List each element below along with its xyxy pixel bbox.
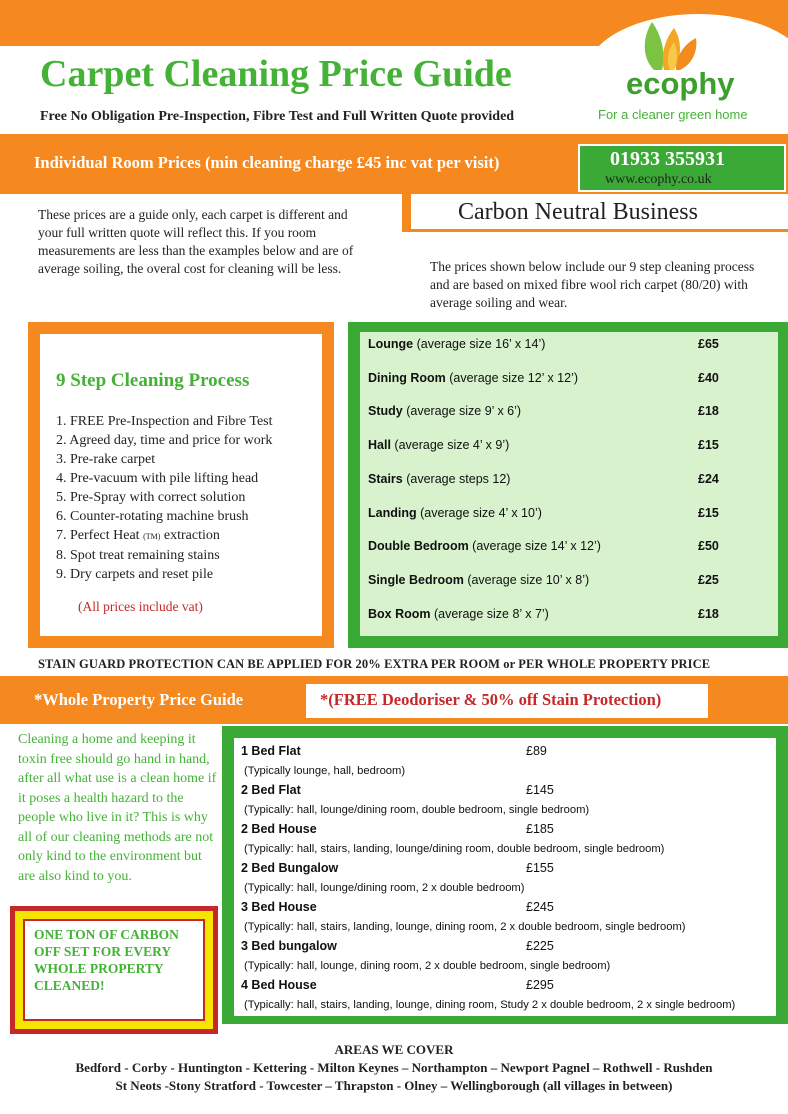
offer-text: *(FREE Deodoriser & 50% off Stain Protection) [320, 690, 662, 709]
room-price-row [368, 506, 728, 526]
property-price: £145 [526, 783, 554, 797]
room-price: £65 [698, 337, 719, 351]
stain-guard-note: STAIN GUARD PROTECTION CAN BE APPLIED FOR 20% EXTRA PER ROOM or PER WHOLE PROPERTY PRICE [38, 657, 711, 671]
process-title: 9 Step Cleaning Process [56, 370, 250, 391]
property-price-table [234, 738, 776, 1016]
property-type: 3 Bed House [241, 900, 317, 914]
room-price: £18 [698, 606, 719, 621]
room-name: Lounge [368, 337, 414, 351]
room-size: (average size 14’ x 12’) [468, 539, 601, 554]
room-size: (average size 8’ x 7’) [430, 606, 549, 621]
room-price-row [368, 404, 728, 424]
property-type: 3 Bed bungalow [241, 939, 337, 953]
room-price-row [368, 472, 728, 492]
room-price: £40 [698, 370, 719, 385]
room-price-row [368, 371, 728, 391]
property-price: £89 [526, 744, 547, 758]
website-link[interactable]: www.ecophy.co.uk [605, 172, 712, 187]
trademark-mark: (TM) [143, 532, 161, 541]
vat-note: (All prices include vat) [78, 599, 203, 614]
property-type: 2 Bed House [241, 822, 317, 836]
room-name: Hall [368, 438, 391, 453]
process-step: 1. FREE Pre-Inspection and Fibre Test [56, 414, 273, 429]
process-step: 3. Pre-rake carpet [56, 452, 156, 467]
room-price: £24 [698, 471, 719, 486]
phone-number[interactable]: 01933 355931 [610, 148, 725, 170]
eco-paragraph: Cleaning a home and keeping it toxin free should go hand in hand, after all what use is a clean home if it poses a health hazard to the people who live in it? This is why all of our cleaning methods are not only kind to the environment but are also kind to you. [18, 732, 217, 884]
property-price: £185 [526, 822, 554, 836]
room-size: (average size 16’ x 14’) [413, 337, 546, 351]
room-name: Stairs [368, 471, 403, 486]
property-description: (Typically: hall, stairs, landing, lounge/dining room, double bedroom, single bedroom) [244, 843, 665, 855]
process-step: 4. Pre-vacuum with pile lifting head [56, 471, 259, 486]
areas-list-line: St Neots -Stony Stratford - Towcester – Thrapston - Olney – Wellingborough (all villages in between) [115, 1078, 673, 1093]
process-step-label: 7. Perfect Heat [56, 528, 140, 543]
room-name: Study [368, 404, 403, 419]
room-price-row [368, 573, 728, 593]
property-type: 4 Bed House [241, 978, 317, 992]
room-name: Landing [368, 505, 417, 520]
process-step: 2. Agreed day, time and price for work [56, 433, 273, 448]
room-price: £15 [698, 505, 719, 520]
property-price: £295 [526, 978, 554, 992]
carbon-neutral-heading: Carbon Neutral Business [458, 199, 698, 225]
room-name: Dining Room [368, 370, 446, 385]
process-step: 6. Counter-rotating machine brush [56, 509, 249, 524]
leaf-logo-icon [640, 20, 700, 72]
room-size: (average size 4’ x 9’) [390, 438, 510, 453]
room-size: (average size 12’ x 12’) [445, 370, 579, 385]
property-description: (Typically: hall, stairs, landing, lounge, dining room, 2 x double bedroom, single bedroom) [244, 921, 686, 933]
property-price: £225 [526, 939, 554, 953]
intro-guide-text: These prices are a guide only, each carpet is different and your full written quote will reflect this. If you room measurements are less than the examples below and are of average soiling, the overal cost for cleaning will be less. [38, 207, 354, 276]
page-subtitle: Free No Obligation Pre-Inspection, Fibre Test and Full Written Quote provided [40, 109, 515, 124]
room-name: Box Room [368, 606, 431, 621]
room-name: Single Bedroom [368, 572, 464, 587]
room-size: (average size 9’ x 6’) [402, 404, 522, 419]
whole-property-heading: *Whole Property Price Guide [34, 690, 244, 709]
process-step: 8. Spot treat remaining stains [56, 548, 220, 563]
room-size: (average steps 12) [402, 471, 511, 486]
room-price: £50 [698, 539, 719, 554]
process-steps-list [56, 412, 273, 584]
room-price: £15 [698, 438, 719, 453]
property-description: (Typically: hall, lounge/dining room, 2 x double bedroom) [244, 882, 525, 894]
room-price-row [368, 438, 728, 458]
room-size: (average size 4’ x 10’) [416, 505, 542, 520]
room-size: (average size 10’ x 8’) [463, 572, 590, 587]
property-type: 2 Bed Bungalow [241, 861, 339, 875]
room-price: £18 [698, 404, 719, 419]
carbon-offset-text: ONE TON OF CARBON OFF SET FOR EVERY WHOLE PROPERTY CLEANED! [34, 927, 179, 993]
property-description: (Typically: hall, lounge, dining room, 2 x double bedroom, single bedroom) [244, 960, 611, 972]
property-description: (Typically: hall, stairs, landing, lounge, dining room, Study 2 x double bedroom, 2 x single bedroom) [244, 999, 736, 1011]
property-type: 1 Bed Flat [241, 744, 301, 758]
room-prices-heading: Individual Room Prices (min cleaning charge £45 inc vat per visit) [34, 153, 500, 172]
property-description: (Typically lounge, hall, bedroom) [244, 765, 406, 777]
process-step: 5. Pre-Spray with correct solution [56, 490, 246, 505]
room-price-row [368, 337, 728, 357]
page-title: Carpet Cleaning Price Guide [40, 53, 512, 95]
areas-title: AREAS WE COVER [334, 1042, 454, 1057]
logo-tagline: For a cleaner green home [598, 107, 748, 122]
property-type: 2 Bed Flat [241, 783, 301, 797]
logo-text: ecophy [626, 66, 735, 101]
process-step: 9. Dry carpets and reset pile [56, 567, 214, 582]
room-price-row [368, 539, 728, 559]
property-price: £245 [526, 900, 554, 914]
room-price-row [368, 607, 728, 627]
areas-list-line: Bedford - Corby - Huntington - Kettering - Milton Keynes – Northampton – Newport Pagnel – Rothwell - Rushden [75, 1060, 713, 1075]
property-description: (Typically: hall, lounge/dining room, double bedroom, single bedroom) [244, 804, 590, 816]
room-name: Double Bedroom [368, 539, 469, 554]
intro-price-basis-text: The prices shown below include our 9 step cleaning process and are based on mixed fibre wool rich carpet (80/20) with average soiling and wear. [430, 259, 755, 310]
process-step-suffix: extraction [160, 528, 220, 543]
room-price: £25 [698, 572, 719, 587]
property-price: £155 [526, 861, 554, 875]
process-step [56, 526, 273, 546]
